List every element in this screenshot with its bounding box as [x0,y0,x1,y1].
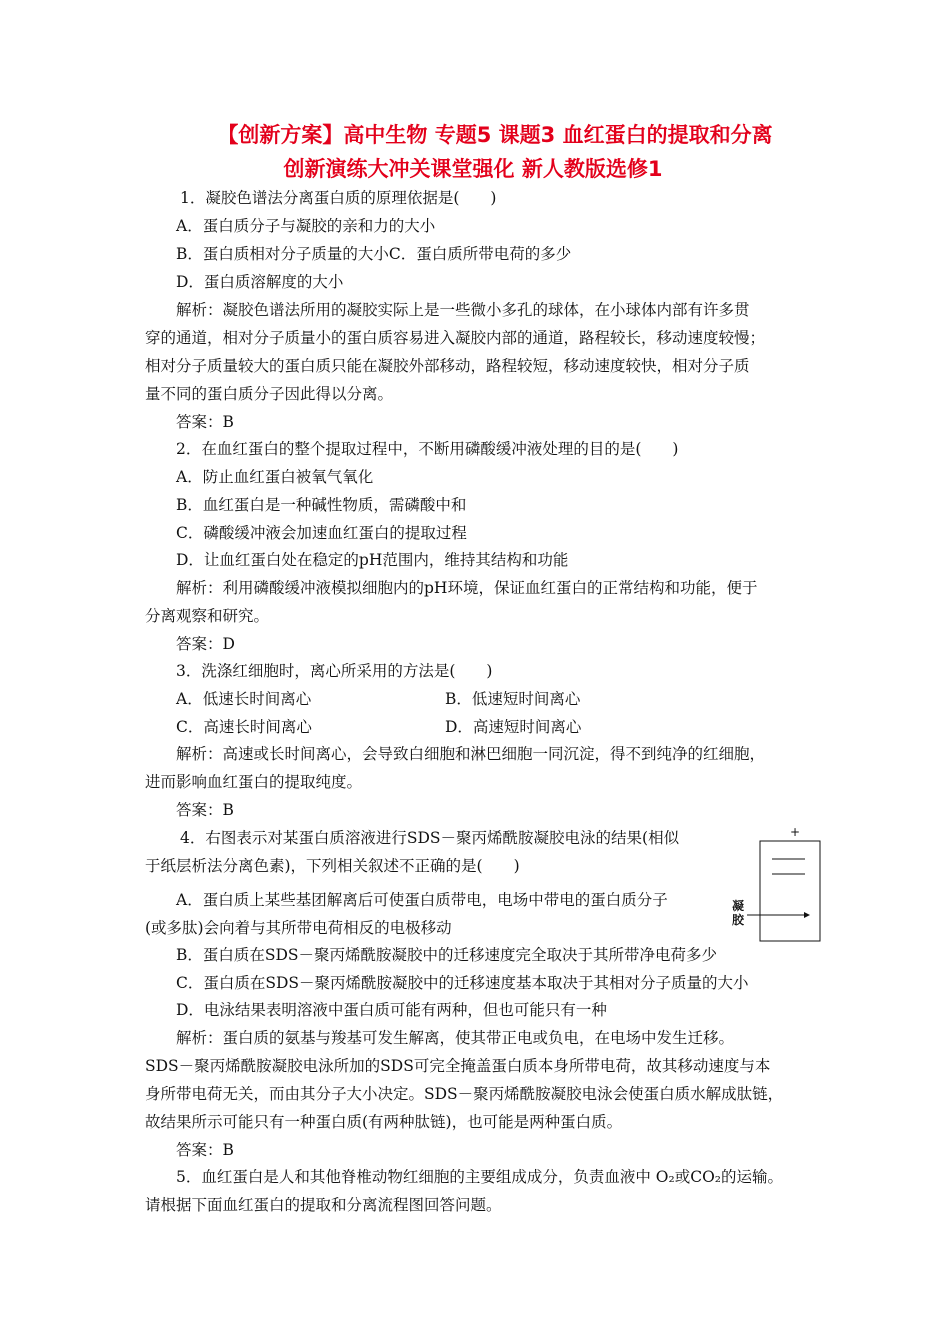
q4-explanation-line: 故结果所示可能只有一种蛋白质(有两种肽链)，也可能是两种蛋白质。 [145,1113,623,1131]
electrophoresis-diagram [730,826,840,946]
gel-label-char-1: 凝 [732,899,745,913]
q4-stem-line-1: 4．右图表示对某蛋白质溶液进行SDS－聚丙烯酰胺凝胶电泳的结果(相似 [180,829,680,847]
gel-frame [760,841,820,941]
q3-option-d: D．高速短时间离心 [445,718,582,736]
q3-stem: 3．洗涤红细胞时，离心所采用的方法是( ) [176,662,493,680]
q2-stem: 2．在血红蛋白的整个提取过程中，不断用磷酸缓冲液处理的目的是( ) [176,440,679,458]
q2-answer: 答案：D [176,635,235,653]
q3-option-b: B．低速短时间离心 [445,690,581,708]
q1-option-a: A．蛋白质分子与凝胶的亲和力的大小 [176,217,436,235]
q5-stem-line-2: 请根据下面血红蛋白的提取和分离流程图回答问题。 [145,1196,502,1214]
q2-option-c: C．磷酸缓冲液会加速血红蛋白的提取过程 [176,524,467,542]
q2-option-d: D．让血红蛋白处在稳定的pH范围内，维持其结构和功能 [176,551,569,569]
q1-option-d: D．蛋白质溶解度的大小 [176,273,344,291]
q1-explanation-line: 解析：凝胶色谱法所用的凝胶实际上是一些微小多孔的球体，在小球体内部有许多贯 [176,301,750,319]
document-title-line-1: 【创新方案】高中生物 专题5 课题3 血红蛋白的提取和分离 [217,123,773,147]
q4-option-d: D．电泳结果表明溶液中蛋白质可能有两种，但也可能只有一种 [176,1001,607,1019]
arrow-head-icon [804,912,810,918]
q4-answer: 答案：B [176,1141,234,1159]
q2-explanation-line: 解析：利用磷酸缓冲液模拟细胞内的pH环境，保证血红蛋白的正常结构和功能，便于 [176,579,758,597]
q1-stem: 1．凝胶色谱法分离蛋白质的原理依据是( ) [180,189,497,207]
gel-label-char-2: 胶 [732,913,745,927]
q3-explanation-line: 解析：高速或长时间离心，会导致白细胞和淋巴细胞一同沉淀，得不到纯净的红细胞， [176,745,766,763]
q4-explanation-line: 身所带电荷无关，而由其分子大小决定。SDS－聚丙烯酰胺凝胶电泳会使蛋白质水解成肽链， [145,1085,784,1103]
q3-explanation-line: 进而影响血红蛋白的提取纯度。 [145,773,363,791]
q4-stem-line-2: 于纸层析法分离色素)，下列相关叙述不正确的是( ) [145,857,520,875]
q1-explanation-line: 相对分子质量较大的蛋白质只能在凝胶外部移动，路程较短，移动速度较快，相对分子质 [145,357,750,375]
q4-explanation-line: 解析：蛋白质的氨基与羧基可发生解离，使其带正电或负电，在电场中发生迁移。 [176,1029,735,1047]
q4-option-b: B．蛋白质在SDS－聚丙烯酰胺凝胶中的迁移速度完全取决于其所带净电荷多少 [176,946,718,964]
q2-option-a: A．防止血红蛋白被氧气氧化 [176,468,374,486]
document-title-line-2: 创新演练大冲关课堂强化 新人教版选修1 [283,157,663,181]
q1-option-bc: B．蛋白质相对分子质量的大小C．蛋白质所带电荷的多少 [176,245,572,263]
q2-explanation-line: 分离观察和研究。 [145,607,270,625]
q4-explanation-line: SDS－聚丙烯酰胺凝胶电泳所加的SDS可完全掩盖蛋白质本身所带电荷，故其移动速度与本 [145,1057,771,1075]
q4-option-a-line-2: (或多肽)会向着与其所带电荷相反的电极移动 [145,919,452,937]
q1-explanation-line: 量不同的蛋白质分子因此得以分离。 [145,385,394,403]
q3-option-c: C．高速长时间离心 [176,718,312,736]
q3-answer: 答案：B [176,801,234,819]
positive-electrode-label: + [790,826,801,839]
q2-option-b: B．血红蛋白是一种碱性物质，需磷酸中和 [176,496,467,514]
q1-explanation-line: 穿的通道，相对分子质量小的蛋白质容易进入凝胶内部的通道，路程较长，移动速度较慢； [145,329,766,347]
q4-option-a-line-1: A．蛋白质上某些基团解离后可使蛋白质带电，电场中带电的蛋白质分子 [176,891,668,909]
q3-option-a: A．低速长时间离心 [176,690,312,708]
q1-answer: 答案：B [176,413,234,431]
q5-stem-line-1: 5．血红蛋白是人和其他脊椎动物红细胞的主要组成成分，负责血液中 O₂或CO₂的运输。 [176,1168,783,1186]
q4-option-c: C．蛋白质在SDS－聚丙烯酰胺凝胶中的迁移速度基本取决于其相对分子质量的大小 [176,974,749,992]
